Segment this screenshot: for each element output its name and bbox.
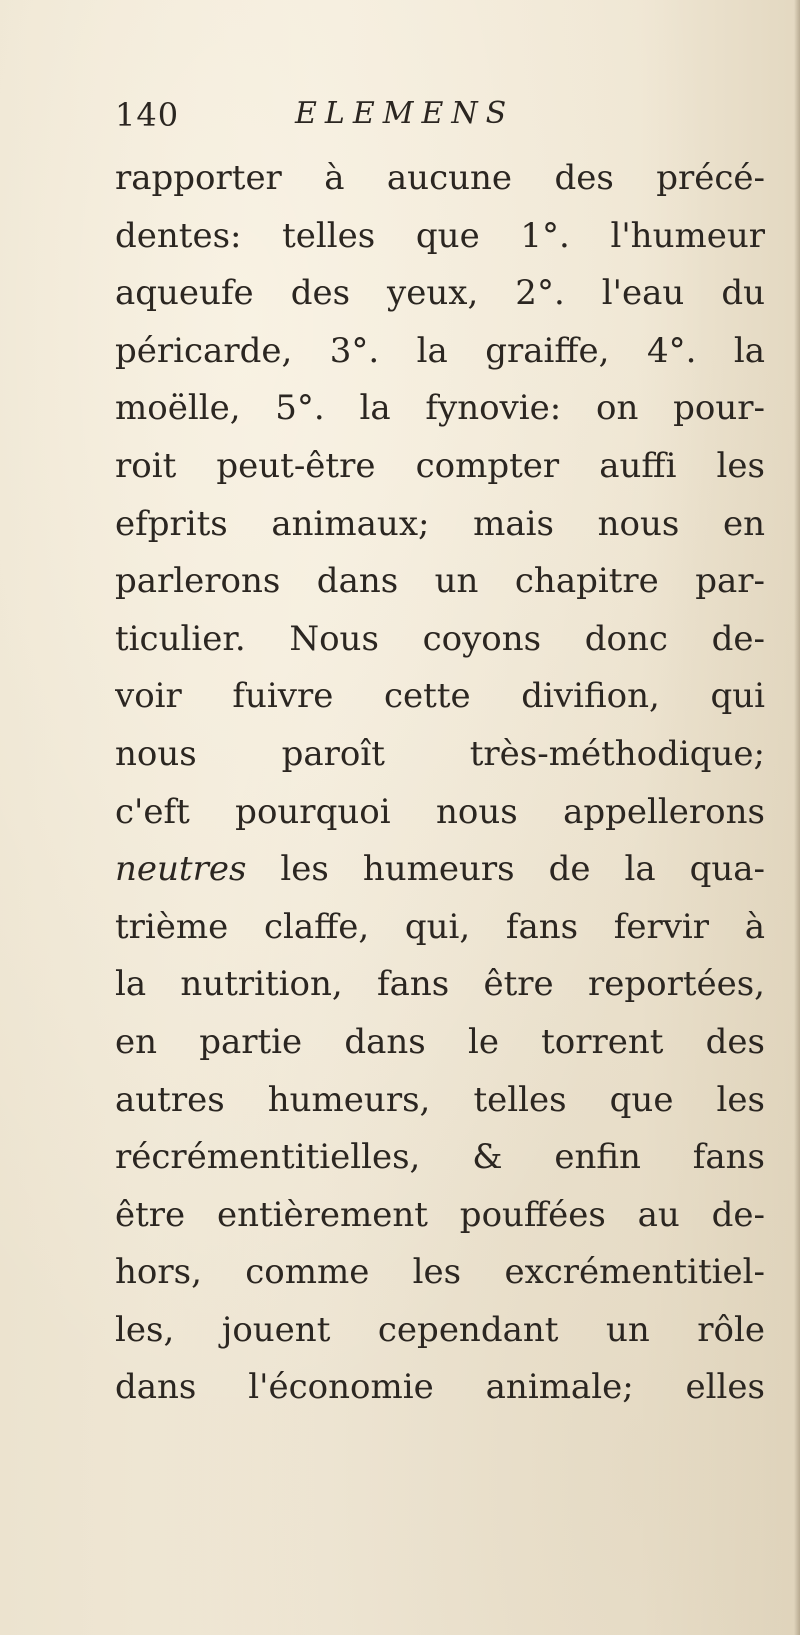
text-line: roit peut-être compter auffi les (115, 445, 765, 486)
text-line: trième claffe, qui, fans fervir à (115, 906, 765, 947)
text-line-rest: les humeurs de la qua- (280, 849, 765, 890)
text-line-mixed (115, 841, 765, 899)
text-line: nous paroît très-méthodique; (115, 733, 765, 774)
text-line: hors, comme les excrémentitiel- (115, 1252, 765, 1293)
text-line: en partie dans le torrent des (115, 1021, 765, 1062)
text-line: voir fuivre cette divifion, qui (115, 676, 765, 717)
text-line: efprits animaux; mais nous en (115, 503, 765, 544)
text-line: moëlle, 5°. la fynovie: on pour- (115, 388, 765, 429)
text-line: autres humeurs, telles que les (115, 1079, 765, 1120)
body-text (115, 150, 765, 1417)
italic-term: neutres (115, 849, 247, 890)
text-line: dans l'économie animale; elles (115, 1367, 765, 1408)
text-line: parlerons dans un chapitre par- (115, 561, 765, 602)
text-line: la nutrition, fans être reportées, (115, 964, 765, 1005)
text-line: dentes: telles que 1°. l'humeur (115, 215, 765, 256)
text-line: être entièrement pouffées au de- (115, 1194, 765, 1235)
running-title: ELEMENS (295, 96, 515, 131)
text-line: péricarde, 3°. la graiffe, 4°. la (115, 330, 765, 371)
text-line: les, jouent cependant un rôle (115, 1309, 765, 1350)
page-edge-shadow (794, 0, 800, 1635)
text-line: c'eft pourquoi nous appellerons (115, 791, 765, 832)
text-line: aqueufe des yeux, 2°. l'eau du (115, 273, 765, 314)
text-line: rapporter à aucune des précé- (115, 158, 765, 198)
text-line: récrémentitielles, & enfin fans (115, 1137, 765, 1178)
text-line: ticulier. Nous coyons donc de- (115, 618, 765, 659)
page-number: 140 (115, 96, 180, 134)
